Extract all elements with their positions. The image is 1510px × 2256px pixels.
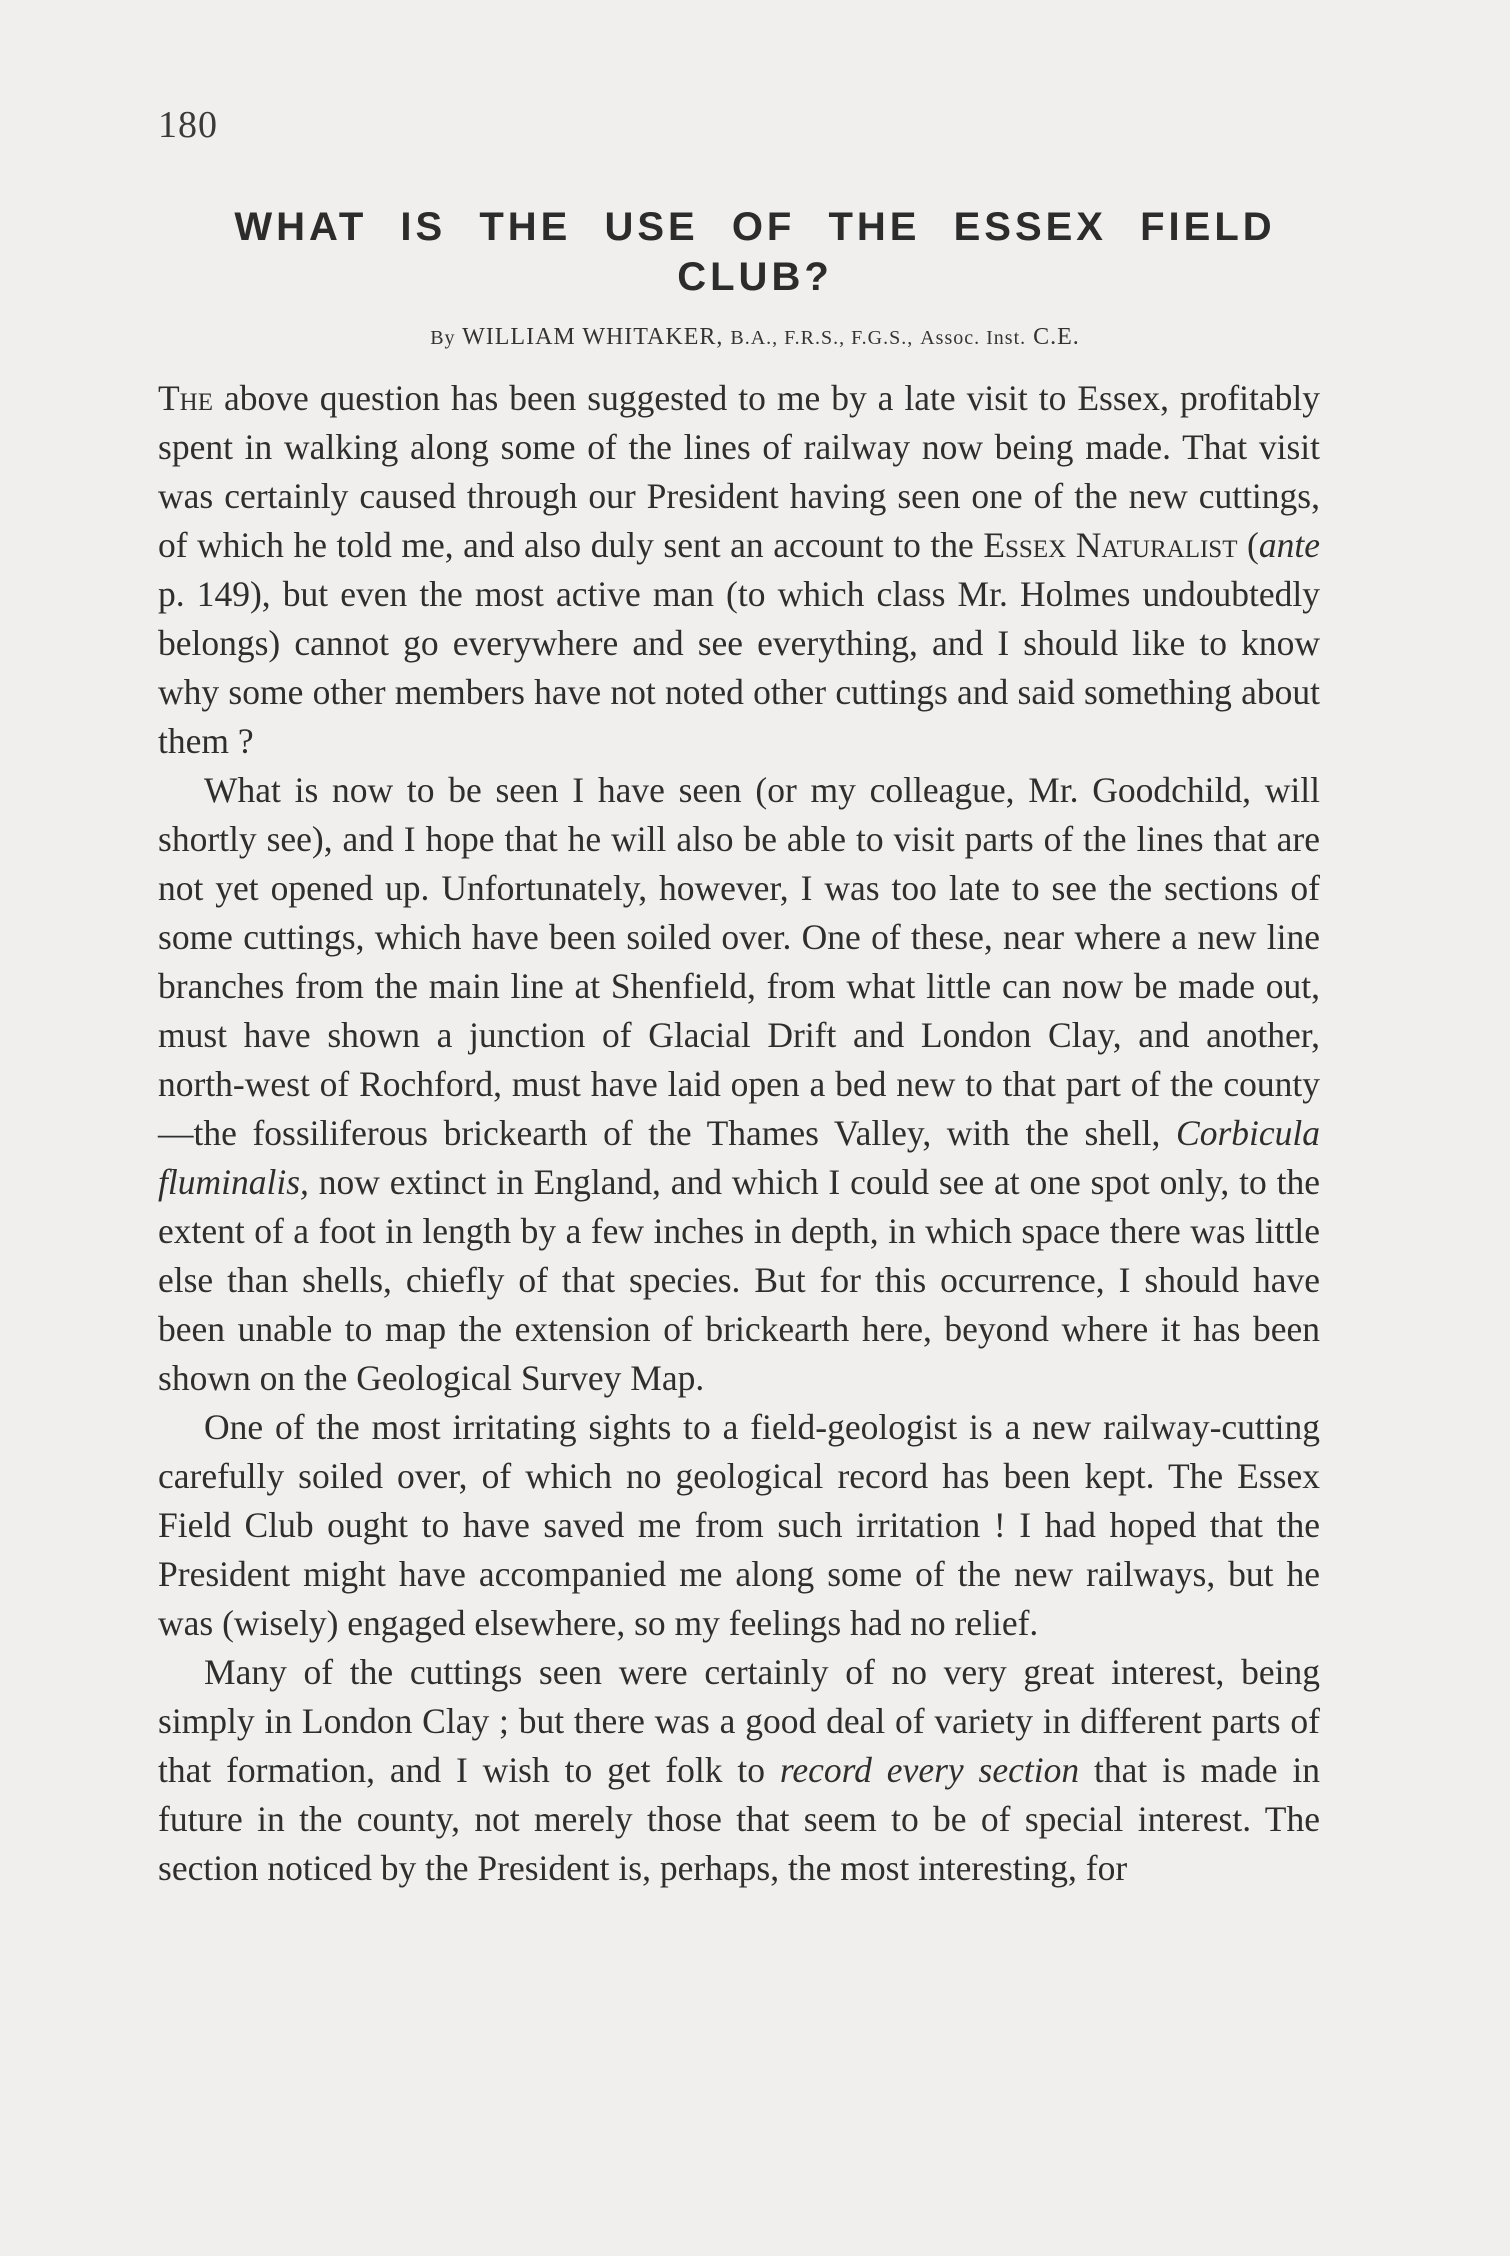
ante-reference: ante bbox=[1258, 525, 1320, 565]
byline-prefix: By bbox=[430, 327, 456, 349]
paragraph-4-part-2: that is made in future in the county, not merely those that seem to be of special interest. The section noticed by the President is, perhaps, the most interesting, for bbox=[158, 1750, 1321, 1888]
emphasis-text: record every section bbox=[779, 1750, 1080, 1790]
page-number: 180 bbox=[158, 104, 218, 146]
paragraph-lead-word: The bbox=[158, 378, 214, 418]
byline-ce: C.E. bbox=[1033, 324, 1080, 350]
paragraph-1 bbox=[158, 374, 1320, 766]
byline-credentials: B.A., F.R.S., F.G.S., bbox=[730, 327, 914, 349]
journal-name: Essex Naturalist bbox=[983, 525, 1238, 565]
paragraph-1-part-3: p. 149), but even the most active man (to which class Mr. Holmes undoubtedly belongs) cannot go everywhere and see everything, and I should like to know why some other members have not noted other cuttings and said something about them ? bbox=[158, 574, 1320, 761]
byline bbox=[150, 324, 1360, 351]
paragraph-1-part-2: ( bbox=[1237, 525, 1259, 565]
species-name: Corbicula fluminalis, bbox=[158, 1113, 1320, 1202]
paragraph-2-part-1: What is now to be seen I have seen (or my colleague, Mr. Goodchild, will shortly see), and I hope that he will also be able to visit parts of the lines that are not yet opened up. Unfortunately, however, I was too late to see the sections of some cuttings, which have been soiled over. One of these, near where a new line branches from the main line at Shenfield, from what little can now be made out, must have shown a junction of Glacial Drift and London Clay, and another, north-west of Rochford, must have laid open a bed new to that part of the county—the fossiliferous brickearth of the Thames Valley, with the shell, bbox=[158, 770, 1320, 1153]
paragraph-1-part-1: above question has been suggested to me by a late visit to Essex, profitably spent in walking along some of the lines of railway now being made. That visit was certainly caused through our President having seen one of the new cuttings, of which he told me, and also duly sent an account to the bbox=[158, 378, 1320, 565]
paragraph-2 bbox=[158, 766, 1320, 1403]
paragraph-2-part-2: now extinct in England, and which I could see at one spot only, to the extent of a foot in length by a few inches in depth, in which space there was little else than shells, chiefly of that species. But for this occurrence, I should have been unable to map the extension of brickearth here, beyond where it has been shown on the Geological Survey Map. bbox=[158, 1162, 1320, 1398]
paragraph-4-part-1: Many of the cuttings seen were certainly of no very great interest, being simply in London Clay ; but there was a good deal of variety in different parts of that formation, and I wish to get folk to bbox=[158, 1652, 1320, 1790]
byline-author: WILLIAM WHITAKER, bbox=[462, 324, 724, 350]
article-title: WHAT IS THE USE OF THE ESSEX FIELD CLUB? bbox=[234, 205, 1276, 299]
paragraph-4 bbox=[158, 1648, 1320, 1893]
article-body bbox=[158, 374, 1320, 1893]
paragraph-3: One of the most irritating sights to a field-geologist is a new railway-cutting carefully soiled over, of which no geological record has been kept. The Essex Field Club ought to have saved me from such irritation ! I had hoped that the President might have accompanied me along some of the new railways, but he was (wisely) engaged elsewhere, so my feelings had no relief. bbox=[158, 1407, 1320, 1643]
byline-assoc: Assoc. Inst. bbox=[920, 327, 1027, 349]
